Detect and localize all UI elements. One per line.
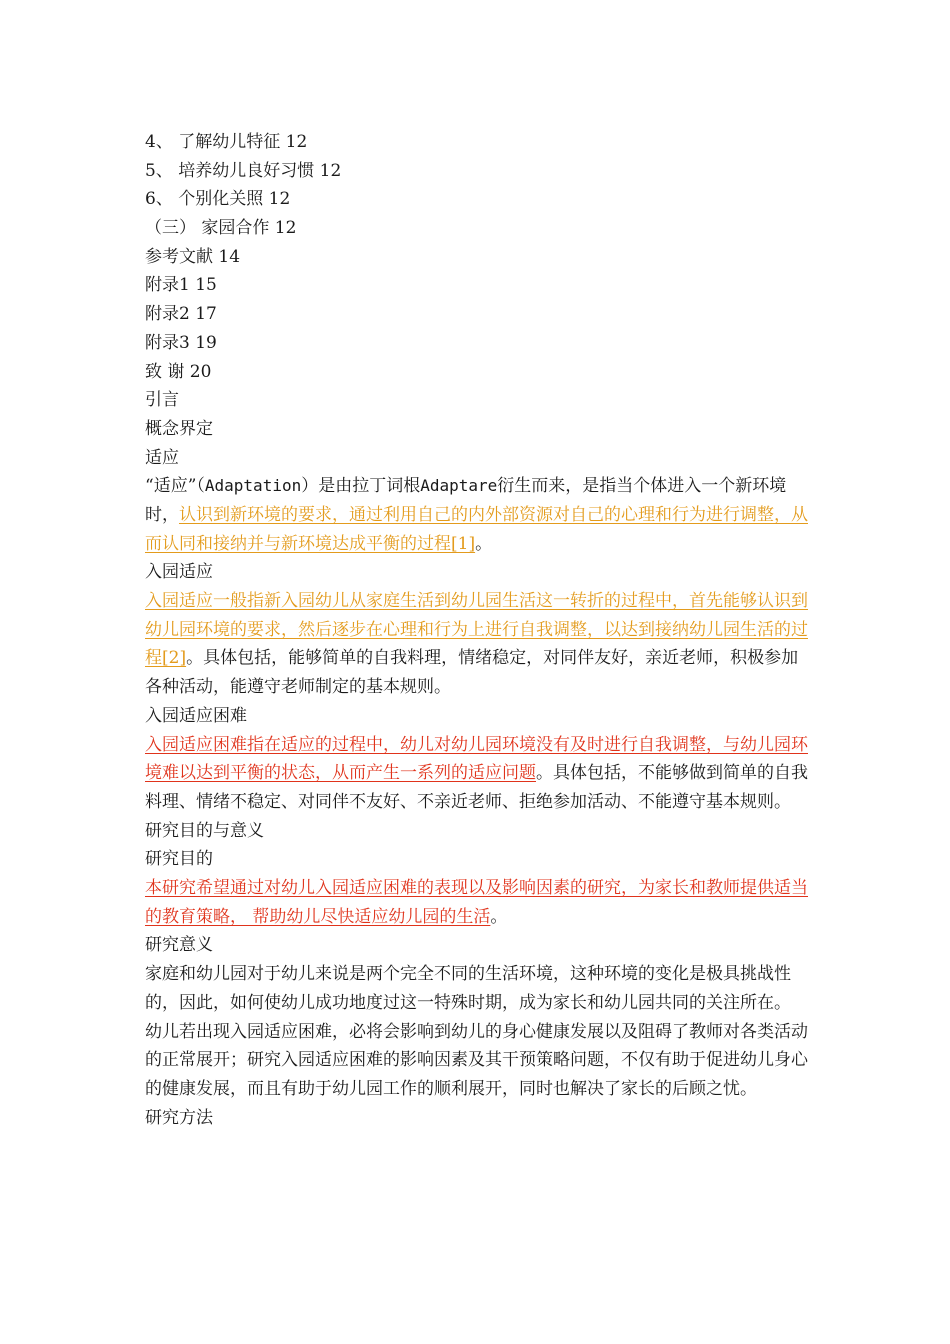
paragraph-purpose	[145, 874, 810, 931]
text: 。	[490, 906, 508, 927]
text: ）是由拉丁词根	[301, 476, 421, 497]
term-adaptare: Adaptare	[420, 476, 498, 496]
heading-meaning: 研究意义	[145, 935, 213, 956]
toc-entry: 参考文献 14	[145, 246, 241, 267]
text: 。	[475, 533, 493, 554]
paragraph-meaning-2: 幼儿若出现入园适应困难，必将会影响到幼儿的身心健康发展以及阻碍了教师对各类活动的正常展开；研究入园适应困难的影响因素及其干预策略问题，不仅有助于促进幼儿身心的健康发展，而且有助于幼儿园工作的顺利展开，同时也解决了家长的后顾之忧。	[145, 1021, 808, 1099]
toc-entry: 附录1 15	[145, 275, 217, 296]
heading-adapt: 适应	[145, 447, 179, 468]
toc-entry: 附录3 19	[145, 332, 217, 353]
heading-entry-difficulty: 入园适应困难	[145, 705, 247, 726]
toc-entry: （三） 家园合作 12	[145, 218, 297, 239]
toc-entry: 6、 个别化关照 12	[145, 189, 291, 210]
heading-entry-adapt: 入园适应	[145, 562, 213, 583]
heading-purpose: 研究目的	[145, 849, 213, 870]
toc-entry: 致 谢 20	[145, 361, 212, 382]
text: 。具体包括，能够简单的自我料理，情绪稳定，对同伴友好，亲近老师，积极参加各种活动，能遵守老师制定的基本规则。	[145, 648, 799, 698]
paragraph-meaning-1: 家庭和幼儿园对于幼儿来说是两个完全不同的生活环境，这种环境的变化是极具挑战性的，因此，如何使幼儿成功地度过这一特殊时期，成为家长和幼儿园共同的关注所在。	[145, 964, 791, 1013]
paragraph-adapt	[145, 472, 810, 558]
citation-highlight[interactable]: 本研究希望通过对幼儿入园适应困难的表现以及影响因素的研究，为家长和教师提供适当的教育策略， 帮助幼儿尽快适应幼儿园的生活	[145, 878, 808, 927]
heading-purpose-meaning: 研究目的与意义	[145, 820, 264, 841]
toc-entry: 附录2 17	[145, 304, 217, 325]
toc-entry: 4、 了解幼儿特征 12	[145, 132, 308, 152]
heading-intro: 引言	[145, 390, 179, 411]
citation-highlight[interactable]: 入园适应困难指在适应的过程中，幼儿对幼儿园环境没有及时进行自我调整，与幼儿园环境难以达到平衡的状态，从而产生一系列的适应问题	[145, 734, 808, 784]
paragraph-entry-difficulty	[145, 731, 810, 817]
citation-highlight[interactable]: 入园适应一般指新入园幼儿从家庭生活到幼儿园生活这一转折的过程中，首先能够认识到幼儿园环境的要求，然后逐步在心理和行为上进行自我调整，以达到接纳幼儿园生活的过程[2]	[145, 591, 808, 669]
text: “适应”（	[145, 476, 205, 497]
term-adaptation: Adaptation	[204, 476, 302, 496]
toc-entry: 5、 培养幼儿良好习惯 12	[145, 160, 342, 181]
heading-concept: 概念界定	[145, 418, 213, 439]
heading-method: 研究方法	[145, 1107, 213, 1128]
text: 。具体包括，不能够做到简单的自我料理、情绪不稳定、对同伴不友好、不亲近老师、拒绝参加活动、不能遵守基本规则。	[145, 763, 808, 812]
text: 衍生而来，是指当个体进入一个新环境时，	[145, 476, 787, 525]
document-body	[145, 128, 810, 1132]
paragraph-entry-adapt	[145, 587, 810, 702]
citation-highlight[interactable]: 认识到新环境的要求，通过利用自己的内外部资源对自己的心理和行为进行调整，从而认同和接纳并与新环境达成平衡的过程[1]	[145, 504, 808, 554]
